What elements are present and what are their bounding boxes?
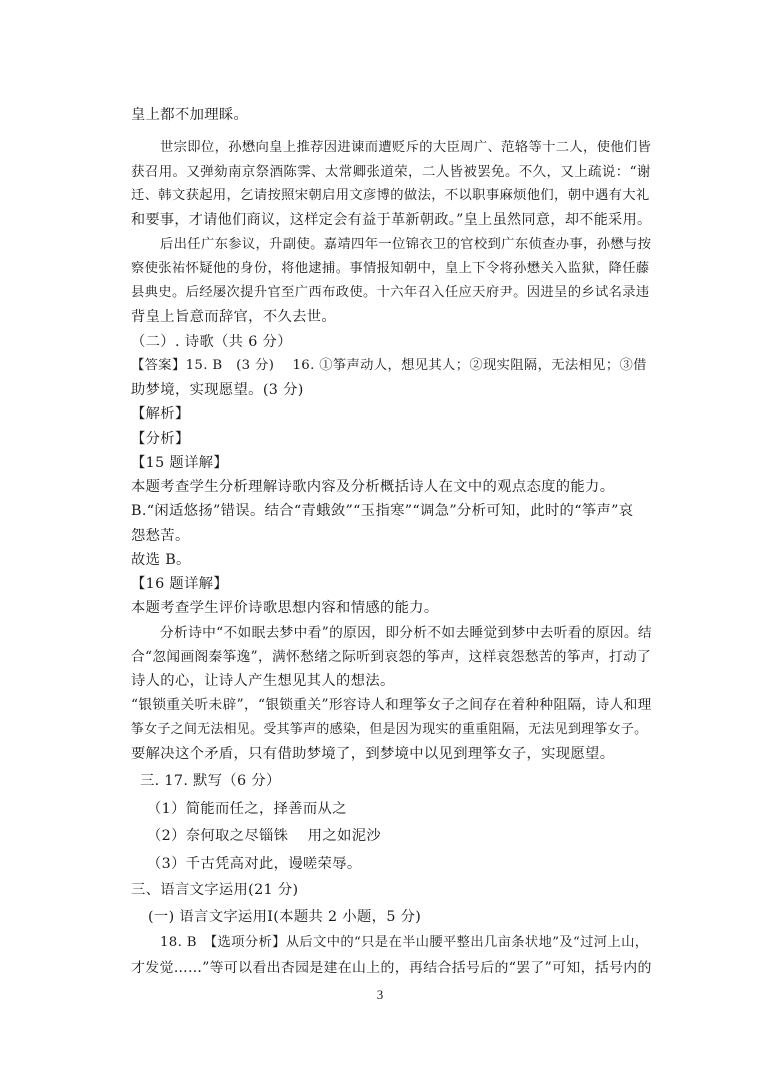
list-item: （1）简能而任之，择善而从之	[147, 801, 347, 817]
list-item: （3）千古凭高对此，谩嗟荣辱。	[147, 856, 362, 872]
text-line: 县典史。后经屡次提升官至广西布政使。十六年召入任应天府尹。因进呈的乡试名录违	[131, 285, 650, 300]
section-heading: 【15 题详解】	[131, 455, 229, 471]
text-line: 【答案】15. B (3 分) 16. ①筝声动人，想见其人；②现实阻隔，无法相见；③借	[131, 358, 647, 373]
text-line: 背皇上旨意而辞官，不久去世。	[131, 309, 337, 325]
text-line: 筝女子之间无法相见。受其筝声的感染，但是因为现实的重重阻隔，无法见到理筝女子。	[131, 722, 648, 737]
section-heading: 三. 17. 默写（6 分）	[140, 773, 281, 789]
page-number: 3	[376, 987, 384, 1002]
section-heading: (一) 语言文字运用Ⅰ(本题共 2 小题，5 分)	[148, 909, 422, 925]
text-line: 分析诗中“不如眠去梦中看”的原因，即分析不如去睡觉到梦中去听看的原因。结	[160, 625, 652, 641]
text-line: 怨愁苦。	[131, 528, 190, 544]
text-line: 18. B 【选项分析】从后文中的“只是在半山腰平整出几亩条状地”及“过河上山，	[160, 935, 649, 950]
section-heading: （二）. 诗歌（共 6 分）	[131, 334, 292, 350]
text-line: “银锁重关听未辟”，“银锁重关”形容诗人和理筝女子之间存在着种种阻隔，诗人和理	[131, 697, 652, 713]
text-line: 才发觉……”等可以看出杏园是建在山上的，再结合括号后的“罢了”可知，括号内的	[131, 960, 652, 976]
text-line: 本题考查学生分析理解诗歌内容及分析概括诗人在文中的观点态度的能力。	[131, 479, 615, 495]
text-line: 皇上都不加理睬。	[131, 107, 249, 123]
section-heading: 【分析】	[131, 431, 190, 447]
section-heading: 【解析】	[131, 406, 190, 422]
text-line: 后出任广东参议，升副使。嘉靖四年一位锦衣卫的官校到广东侦查办事，孙懋与按	[160, 237, 652, 252]
text-line: 察使张祐怀疑他的身份，将他逮捕。事情报知朝中，皇上下令将孙懋关入监狱，降任藤	[131, 261, 650, 276]
text-line: 世宗即位，孙懋向皇上推荐因进谏而遭贬斥的大臣周广、范辂等十二人，使他们皆	[160, 140, 652, 155]
text-line: 本题考查学生评价诗歌思想内容和情感的能力。	[131, 600, 439, 616]
text-line: B.“闲适悠扬”错误。结合“青蛾敛”“玉指寒”“调急”分析可知，此时的“筝声”哀	[131, 503, 634, 519]
text-line: 诗人的心，让诗人产生想见其人的想法。	[131, 673, 395, 689]
section-heading: 三、语言文字运用(21 分)	[131, 882, 299, 898]
text-line: 要解决这个矛盾，只有借助梦境了，到梦境中以见到理筝女子，实现愿望。	[131, 746, 615, 762]
list-item: （2）奈何取之尽锱铢 用之如泥沙	[147, 828, 382, 844]
text-line: 获召用。又弹劾南京祭酒陈霁、太常卿张道荣，二人皆被罢免。不久，又上疏说：“谢	[131, 164, 651, 180]
text-line: 和要事，才请他们商议，这样定会有益于革新朝政。”皇上虽然同意，却不能采用。	[131, 212, 652, 228]
section-heading: 【16 题详解】	[131, 576, 229, 592]
text-line: 合“忽闻画阁秦筝逸”，满怀愁绪之际听到哀怨的筝声，这样哀怨愁苦的筝声，打动了	[131, 649, 652, 665]
text-line: 故选 B。	[131, 552, 191, 568]
text-line: 迁、韩文获起用，乞请按照宋朝启用文彦博的做法，不以职事麻烦他们，朝中遇有大礼	[131, 188, 650, 203]
text-line: 助梦境，实现愿望。(3 分)	[131, 382, 304, 398]
